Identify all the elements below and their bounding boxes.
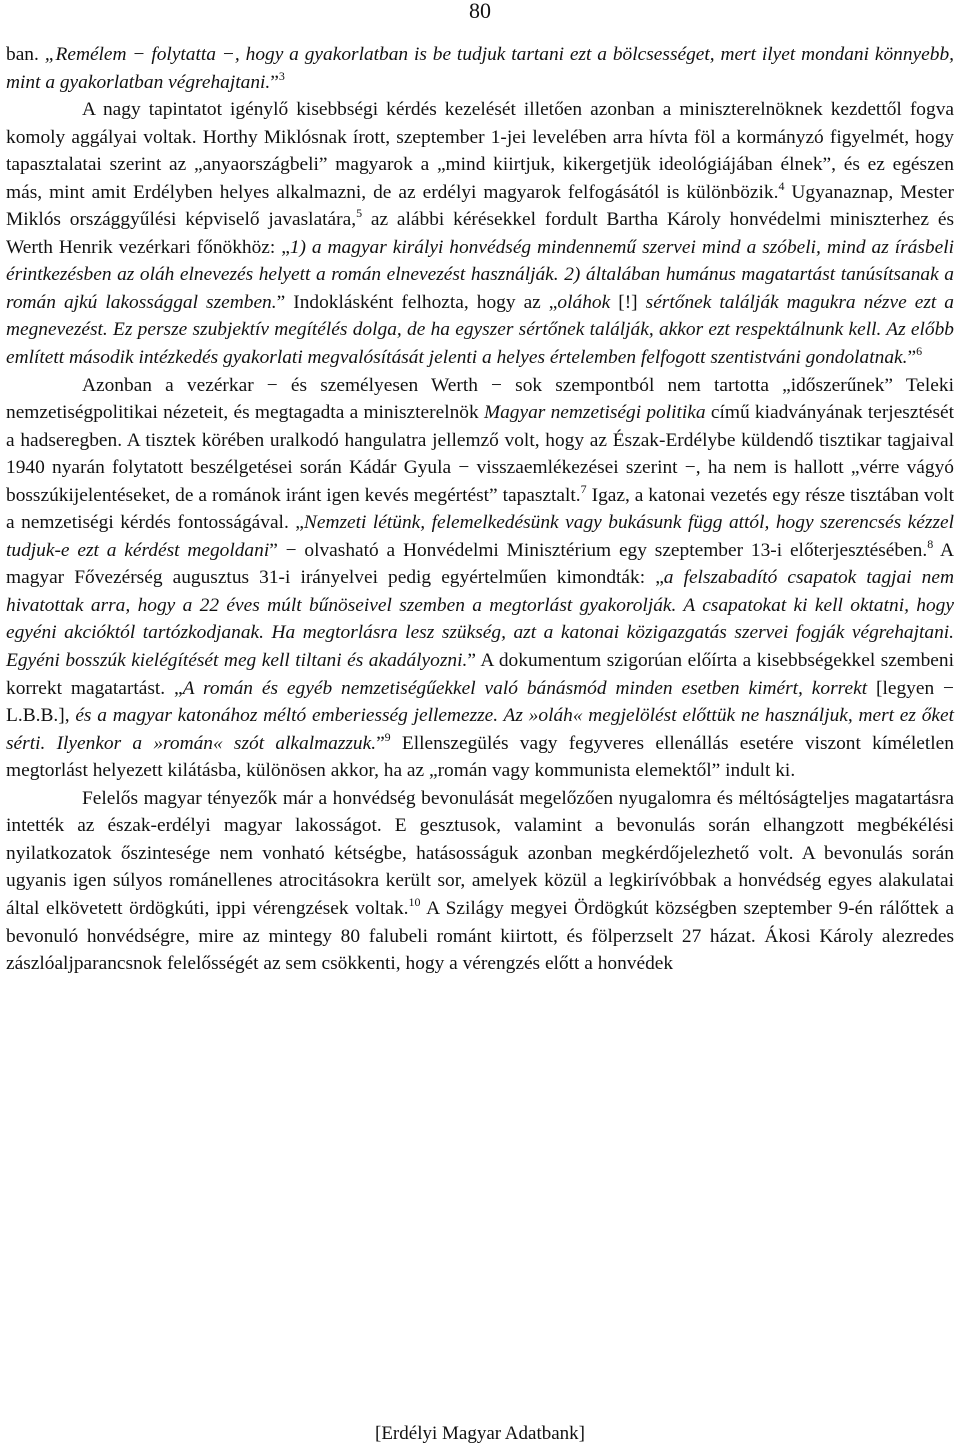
text-run: ” bbox=[270, 71, 279, 93]
italic-text: és a magyar katonához méltó emberiesség jellemezze. Az »oláh« megjelölést előttük ne használjuk, mert ez őket sérti. Ilyenkor a »román« szót alkalmazzuk. bbox=[6, 705, 954, 754]
text-run: című kiadványának terjesztését a hadseregben. A tisztek körében uralkodó hangulatra jellemző volt, hogy az Észak-Erdélybe küldendő tisztikar tagjaival 1940 nyarán folytatott beszélgetései során Kádár Gyula − visszaemlékezései szerint −, ha nem is hallott „vérre vágyó bosszúkijelentéseket, de a románok iránt igen kevés megértést” tapasztalt. bbox=[6, 402, 954, 506]
italic-text: sértőnek találják magukra nézve ezt a megnevezést. Ez persze szubjektív megítélés dolga, de ha egyszer sértőnek találják, akkor ezt respektálnunk kell. Az előbb említett második intézkedés gyakorlati megvalósítását jelenti a helyes értelemben felfogott szentistváni gondolatnak. bbox=[6, 291, 954, 369]
italic-text: „Remélem bbox=[44, 44, 127, 65]
italic-text: Nemzeti létünk, felemelkedésünk vagy bukásunk függ attól, hogy szerencsés kézzel tudjuk-e ezt a kérdést megoldani bbox=[6, 512, 954, 561]
text-run: ” bbox=[376, 732, 385, 754]
italic-text: Magyar nemzetiségi politika bbox=[483, 402, 706, 424]
footer-source: [Erdélyi Magyar Adatbank] bbox=[375, 1423, 585, 1444]
text-run: ” A dokumentum szigorúan előírta a kisebbségekkel szembeni korrekt magatartást. „ bbox=[6, 650, 954, 699]
text-run: ” bbox=[907, 347, 917, 369]
footnote-ref: 9 bbox=[384, 729, 391, 744]
footnote-ref: 8 bbox=[927, 536, 934, 551]
italic-text: 1) a magyar királyi honvédség mindennemű szervei mind a szóbeli, mind az írásbeli érintkezésben az oláh elnevezés helyett a román elnevezést használják. 2) általában humánus magatartást tanúsítsanak a román ajkú lakossággal szemben. bbox=[6, 236, 954, 313]
text-run: ” Indoklásként felhozta, hogy az „ bbox=[276, 291, 558, 313]
text-run: Felelős magyar tényezők már a honvédség bevonulását megelőzően nyugalomra és méltóságteljes magatartásra intették az észak-erdélyi magyar lakosságot. E gesztusok, valamint a bevonulás során elhangzott megbékélési nyilatkozatok őszintesége nem vonható kétségbe, hatásosságuk azonban megkérdőjelezhető volt. A bevonulás során ugyanis igen súlyos románellenes atrocitásokra került sor, amelyek közül a legkirívóbbak a honvédség egyes alakulatai által elkövetett ördögkúti, ippi vérengzések voltak. bbox=[6, 787, 954, 919]
page-number: 80 bbox=[469, 0, 491, 23]
italic-text: a felszabadító csapatok tagjai nem hivatottak arra, hogy a 22 éves múlt bűnöseivel szemben a megtorlást gyakorolják. A csapatokat ki kell oktatni, hogy egyéni akcióktól tartózkodjanak. Ha megtorlásra lesz szükség, azt a katonai közigazgatás szervei fogják végrehajtani. Egyéni bosszúk kielégítését meg kell tiltani és akadályozni. bbox=[6, 567, 954, 672]
footnote-ref: 3 bbox=[278, 68, 285, 83]
italic-text: oláhok bbox=[557, 291, 611, 313]
paragraph bbox=[6, 41, 954, 96]
italic-text: A román és egyéb nemzetiségűekkel való bánásmód minden esetben kimért, korrekt bbox=[182, 677, 868, 699]
text-run: [!] bbox=[610, 291, 646, 313]
text-run: ” − olvasható a Honvédelmi Minisztérium egy szeptember 13-i előterjesztésében. bbox=[269, 539, 928, 561]
text-run: A Szilágy megyei Ördögkút községben szeptember 9-én rálőttek a bevonuló honvédségre, mire az mintegy 80 falubeli románt kiirtott, és fölperzselt 27 házat. Ákosi Károly alezredes zászlóaljparancsnok felelősségét az sem csökkenti, hogy a vérengzés előtt a honvédek bbox=[6, 897, 954, 975]
text-run: Ugyanaznap, Mester Miklós országgyűlési képviselő javaslatára, bbox=[6, 181, 954, 231]
paragraph bbox=[6, 96, 954, 371]
text-run: Ellenszegülés vagy fegyveres ellenállás esetére viszont kíméletlen megtorlást helyezett kilátásba, különösen akkor, ha az „román vagy kommunista elemektől” indult ki. bbox=[6, 732, 954, 782]
body-text bbox=[6, 41, 954, 978]
footnote-ref: 10 bbox=[408, 894, 421, 909]
footnote-ref: 6 bbox=[916, 344, 923, 359]
text-run: ban. bbox=[6, 44, 45, 65]
text-run: A nagy tapintatot igénylő kisebbségi kérdés kezelését illetően azonban a miniszterelnöknek kezdettől fogva komoly aggályai voltak. Horthy Miklósnak írott, szeptember 1-jei levelében arra hívta föl a kormányzó figyelmét, hogy tapasztalatai szerint az „anyaországbeli” magyarok a „mind kiirtjuk, kikergetjük ideológiájában élnek”, és ez egészen más, mint amit Erdélyben helyes alkalmazni, de az erdélyi magyarok felfogásától is különbözik. bbox=[6, 99, 954, 203]
footnote-ref: 5 bbox=[356, 206, 363, 221]
paragraph bbox=[6, 785, 954, 978]
text-run: [legyen − L.B.B.], bbox=[6, 677, 954, 727]
footnote-ref: 4 bbox=[778, 178, 785, 193]
text-run: Igaz, a katonai vezetés egy része tisztában volt a nemzetiségi kérdés fontosságával. „ bbox=[6, 484, 954, 534]
footnote-ref: 7 bbox=[580, 481, 587, 496]
paragraph bbox=[6, 372, 954, 785]
italic-text: − folytatta −, hogy a gyakorlatban is be tudjuk tartani ezt a bölcsességet, mert ilyet mondani könnyebb, mint a gyakorlatban végrehajtani. bbox=[6, 44, 954, 93]
text-run: az alábbi kérésekkel fordult Bartha Károly honvédelmi miniszterhez és Werth Henrik vezérkari főnökhöz: „ bbox=[6, 209, 954, 258]
text-run: A magyar Fővezérség augusztus 31-i irányelvei pedig egyértelműen kimondták: „ bbox=[6, 539, 954, 589]
text-run: Azonban a vezérkar − és személyesen Werth − sok szempontból nem tartotta „időszerűnek” Teleki nemzetiségpolitikai nézeteit, és megtagadta a miniszterelnök bbox=[6, 374, 954, 424]
